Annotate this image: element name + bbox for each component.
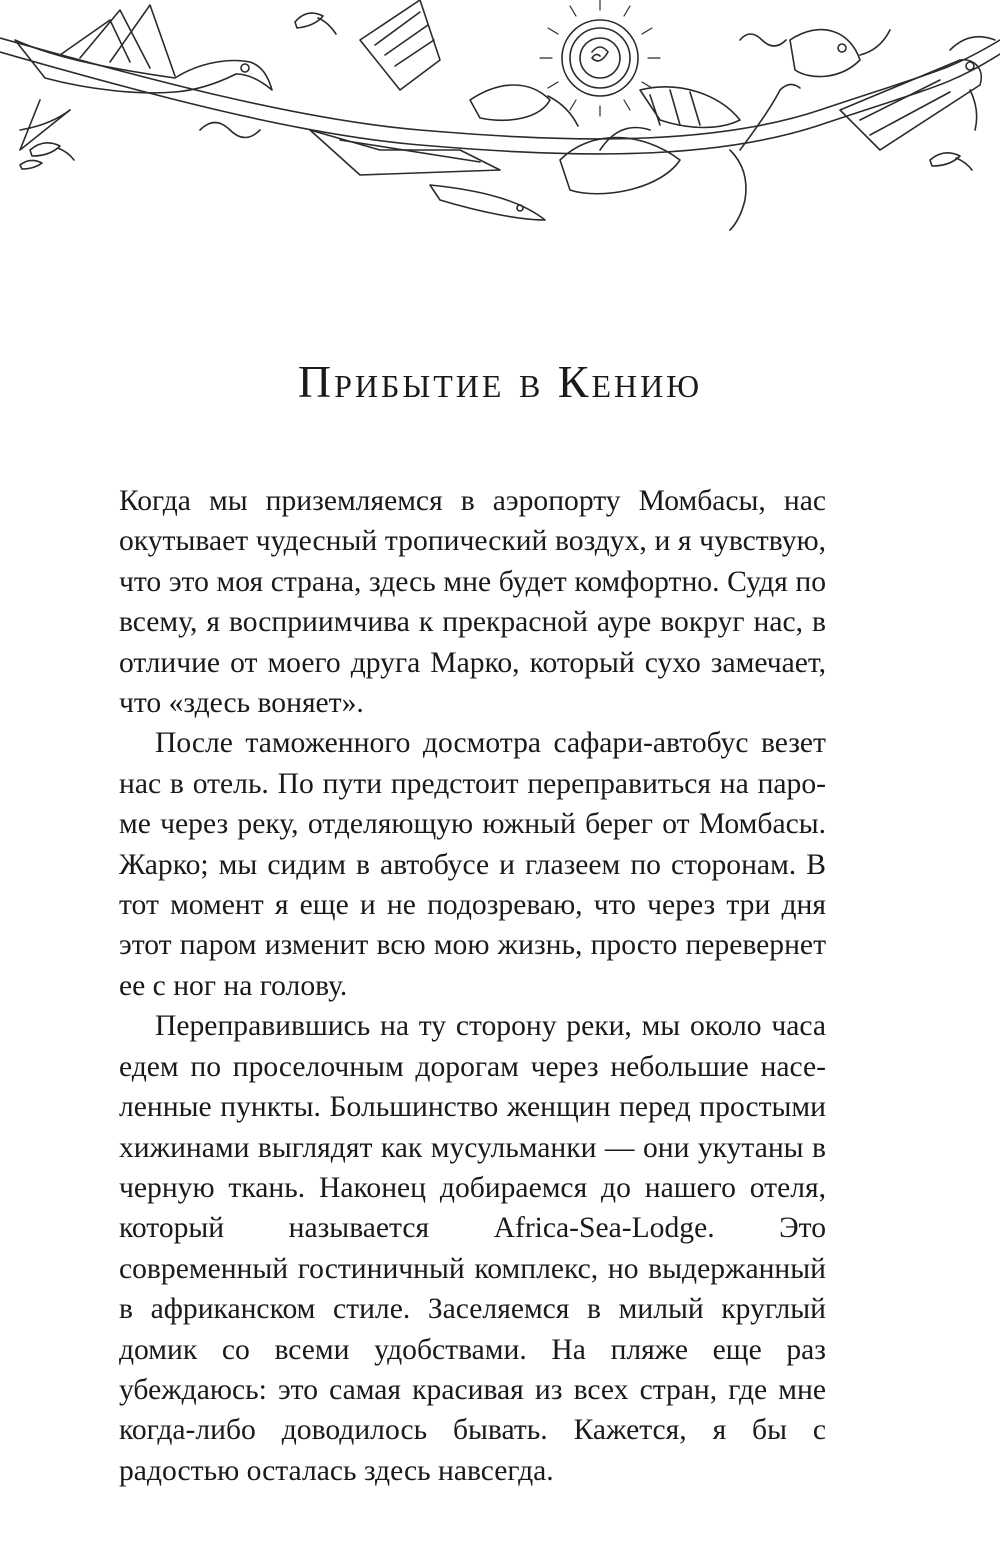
chapter-title: Прибытие в Кению bbox=[297, 356, 703, 407]
banner-ribbon bbox=[0, 38, 1000, 139]
chapter-body bbox=[119, 481, 826, 1491]
paragraph: Когда мы приземляемся в аэропорту Момбасы, нас окутывает чудесный тропический воздух, и я чувствую, что это моя страна, здесь мне будет комфортно. Судя по всему, я восприимчива к прекрасной ауре вокруг нас, в отличие от моего друга Марко, который сухо замечает, что «здесь воняет». bbox=[119, 485, 826, 720]
small-bird-icon bbox=[30, 143, 74, 160]
bird-center-icon bbox=[310, 0, 578, 220]
paragraph: После таможенного досмотра сафари-автобус везет нас в отель. По пути предстоит переправиться на пароме через реку, отделяющую южный берег от Момбасы. Жарко; мы сидим в автобусе и глазеем по сторонам. В тот момент я еще и не подозреваю, что через три дня этот паром изменит всю мою жизнь, просто перевернет ее с ног на голову. bbox=[119, 727, 826, 1002]
small-bird-icon bbox=[20, 160, 42, 169]
decorative-header-ornament bbox=[0, 0, 1000, 260]
small-bird-icon bbox=[930, 153, 972, 170]
paragraph: Переправившись на ту сторону реки, мы около часа едем по проселочным дорогам через небольшие населенные пункты. Большинство женщин перед простыми хижинами выглядят как мусульманки — они укутаны в черную ткань. Наконец добираемся до нашего отеля, который называется Africa-Sea-Lodge. Это современный гостиничный комплекс, но выдержанный в африканском стиле. Заселяемся в милый круглый домик со всеми удобствами. На пляже еще раз убеждаюсь: это самая красивая из всех стран, где мне когда-либо доводилось бывать. Кажется, я бы с радостью осталась здесь навсегда. bbox=[119, 1010, 826, 1487]
sun-icon bbox=[540, 0, 660, 116]
bird-right-icon bbox=[560, 30, 890, 230]
small-bird-icon bbox=[295, 13, 336, 34]
